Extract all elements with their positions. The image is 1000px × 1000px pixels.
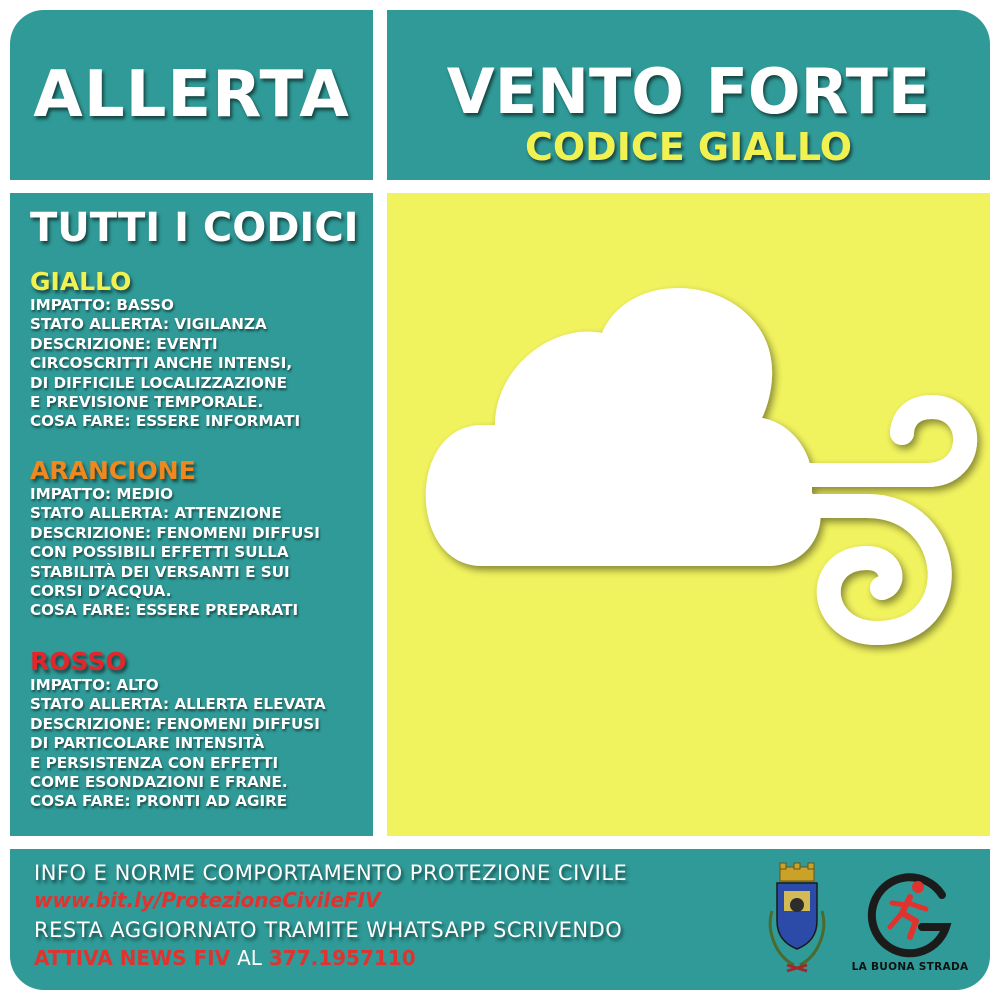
footer-whatsapp-text: RESTA AGGIORNATO TRAMITE WHATSAPP SCRIVENDO [34, 918, 623, 942]
code-line: STATO ALLERTA: VIGILANZA [30, 315, 267, 334]
footer-panel [10, 849, 990, 990]
title-panel [387, 10, 990, 180]
code-line: DI PARTICOLARE INTENSITÀ [30, 734, 265, 753]
allerta-panel [10, 10, 373, 180]
code-line: E PERSISTENZA CON EFFETTI [30, 753, 279, 772]
code-line: DESCRIZIONE: FENOMENI DIFFUSI [30, 523, 320, 542]
code-block-rosso [30, 648, 370, 812]
code-line: IMPATTO: MEDIO [30, 485, 174, 503]
code-line: IMPATTO: BASSO [30, 296, 174, 314]
protezione-civile-link[interactable]: www.bit.ly/ProtezioneCivileFIV [34, 888, 381, 912]
page-title: VENTO FORTE [446, 55, 931, 128]
code-line: STATO ALLERTA: ALLERTA ELEVATA [30, 695, 326, 714]
code-line: STABILITÀ DEI VERSANTI E SUI [30, 562, 290, 581]
code-line: CON POSSIBILI EFFETTI SULLA [30, 543, 289, 562]
code-line: DESCRIZIONE: EVENTI [30, 334, 218, 353]
code-block-arancione [30, 457, 370, 621]
code-name-arancione: ARANCIONE [30, 456, 196, 485]
code-line: DI DIFFICILE LOCALIZZAZIONE [30, 373, 288, 392]
code-name-rosso: ROSSO [30, 647, 127, 676]
code-line: COSA FARE: ESSERE PREPARATI [30, 601, 299, 620]
code-line: CORSI D’ACQUA. [30, 582, 172, 601]
code-line: COSA FARE: ESSERE INFORMATI [30, 412, 301, 431]
cloud-wind-icon [387, 193, 990, 836]
allerta-label: ALLERTA [33, 58, 350, 132]
cta-connector: AL [237, 946, 262, 970]
logo-label: LA BUONA STRADA [851, 961, 969, 973]
code-block-giallo [30, 268, 370, 432]
la-buona-strada-logo-icon [860, 865, 960, 965]
code-line: DESCRIZIONE: FENOMENI DIFFUSI [30, 714, 320, 733]
code-line: IMPATTO: ALTO [30, 676, 159, 694]
code-line: COME ESONDAZIONI E FRANE. [30, 773, 288, 792]
codes-panel [10, 193, 373, 836]
code-line: COSA FARE: PRONTI AD AGIRE [30, 792, 288, 811]
cta-command: ATTIVA NEWS FIV [34, 946, 231, 970]
codes-heading: TUTTI I CODICI [30, 205, 359, 251]
code-line: STATO ALLERTA: ATTENZIONE [30, 504, 282, 523]
footer-info-text: INFO E NORME COMPORTAMENTO PROTEZIONE CIVILE [34, 861, 628, 885]
whatsapp-cta [34, 946, 416, 970]
code-name-giallo: GIALLO [30, 267, 132, 296]
code-line: E PREVISIONE TEMPORALE. [30, 393, 264, 412]
alert-code-subtitle: CODICE GIALLO [524, 125, 853, 169]
cta-phone-number[interactable]: 377.1957110 [268, 946, 416, 970]
municipal-crest-icon [762, 861, 832, 979]
hero-panel [387, 193, 990, 836]
code-line: CIRCOSCRITTI ANCHE INTENSI, [30, 354, 293, 373]
